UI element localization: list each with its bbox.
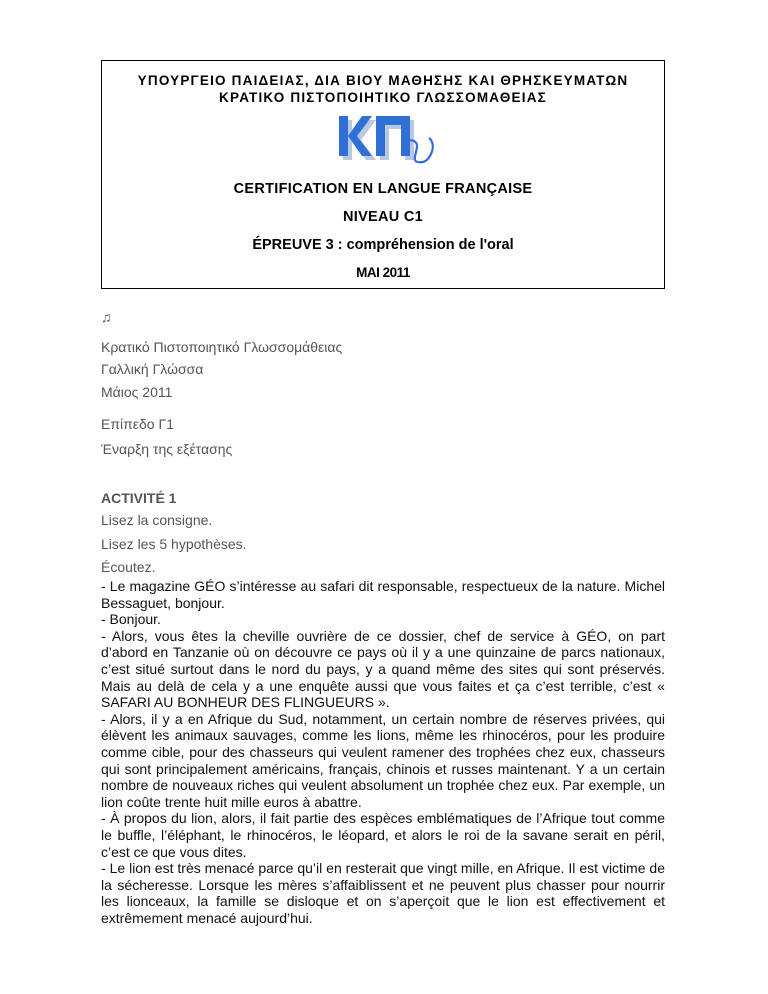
- instruction-3: Écoutez.: [101, 559, 156, 575]
- transcript-paragraph: - Le lion est très menacé parce qu’il en resterait que vingt mille, en Afrique. Il est victime de la sécheresse. Lorsque les mères s’affaiblissent et ne peuvent plus chasser pour nourrir les lionceaux, la famille se disloque et on s’aperçoit que le lion est effectivement et extrêmement menacé aujourd’hui.: [101, 860, 665, 926]
- ministry-title: ΥΠΟΥΡΓΕΙΟ ΠΑΙΔΕΙΑΣ, ΔΙΑ ΒΙΟΥ ΜΑΘΗΣΗΣ ΚΑΙ ΘΡΗΣΚΕΥΜΑΤΩΝ: [137, 73, 629, 88]
- meta-language: Γαλλική Γλώσσα: [101, 361, 204, 377]
- music-note-icon: ♫: [101, 309, 112, 325]
- certification-line: CERTIFICATION EN LANGUE FRANÇAISE: [233, 181, 533, 197]
- test-line: ÉPREUVE 3 : compréhension de l'oral: [252, 237, 514, 253]
- kpg-logo-icon: [319, 114, 447, 166]
- meta-start: Έναρξη της εξέτασης: [101, 441, 233, 457]
- transcript-paragraph: - À propos du lion, alors, il fait partie des espèces emblématiques de l’Afrique tout comme le buffle, l’éléphant, le rhinocéros, le léopard, et alors le roi de la savane serait en péril, c’est ce que vous dites.: [101, 810, 665, 860]
- transcript: [101, 578, 665, 926]
- instruction-1: Lisez la consigne.: [101, 512, 213, 528]
- level-line: NIVEAU C1: [342, 209, 424, 225]
- certificate-title: ΚΡΑΤΙΚΟ ΠΙΣΤΟΠΟΙΗΤΙΚΟ ΓΛΩΣΣΟΜΑΘΕΙΑΣ: [219, 90, 547, 105]
- transcript-paragraph: - Alors, il y a en Afrique du Sud, notamment, un certain nombre de réserves privées, qui élèvent les animaux sauvages, comme les lions, même les rhinocéros, pour les produire comme cible, pour des chasseurs qui veulent ramener des trophées chez eux, chasseurs qui sont principalement américains, français, chinois et russes maintenant. Y a un certain nombre de nouveaux riches qui veulent absolument un trophée chez eux. Par exemple, un lion coûte trente huit mille euros à abattre.: [101, 710, 665, 810]
- transcript-paragraph: - Le magazine GÉO s’intéresse au safari dit responsable, respectueux de la nature. Michel Bessaguet, bonjour.: [101, 578, 665, 611]
- transcript-paragraph: - Bonjour.: [101, 611, 161, 628]
- transcript-paragraph: - Alors, vous êtes la cheville ouvrière de ce dossier, chef de service à GÉO, on part d’abord en Tanzanie où on découvre ce pays où il y a une quinzaine de parcs nationaux, c’est situé surtout dans le nord du pays, y a quand même des sites qui sont préservés. Mais au delà de cela y a une enquête aussi que vous faites et ça c’est terrible, c’est « SAFARI AU BONHEUR DES FLINGUEURS ».: [101, 627, 665, 711]
- instruction-2: Lisez les 5 hypothèses.: [101, 536, 247, 552]
- meta-level: Επίπεδο Γ1: [101, 416, 174, 432]
- activity-heading: ACTIVITÉ 1: [101, 490, 177, 506]
- exam-header-box: [101, 60, 665, 289]
- session-line: MAI 2011: [356, 265, 410, 280]
- meta-date: Μάιος 2011: [101, 384, 173, 400]
- meta-cert-name: Κρατικό Πιστοποιητικό Γλωσσομάθειας: [101, 339, 343, 355]
